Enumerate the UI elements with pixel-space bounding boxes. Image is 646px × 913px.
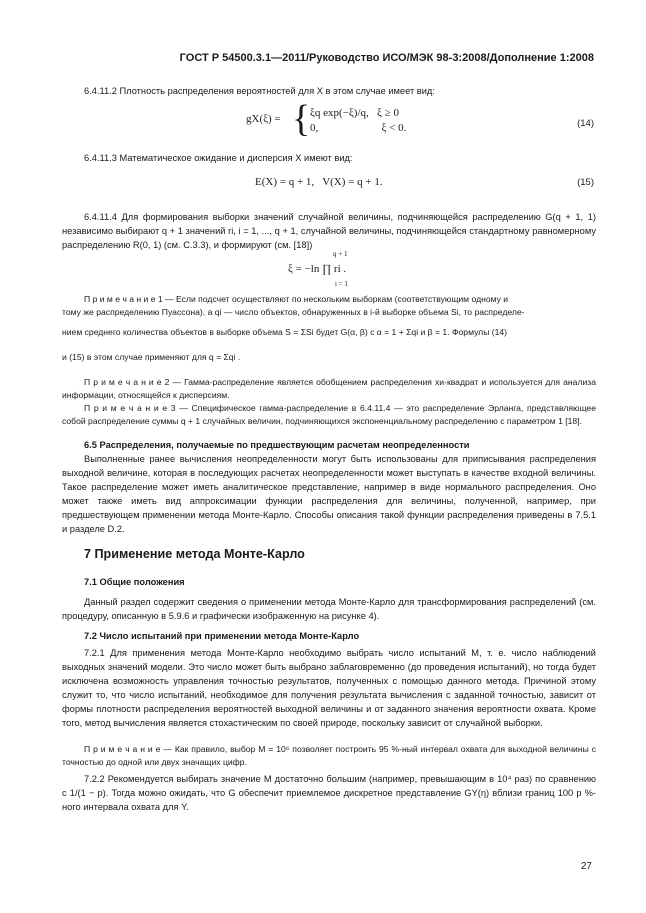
heading-7-1: 7.1 Общие положения (84, 577, 185, 587)
eq15-number: (15) (577, 177, 594, 188)
para-6-4-11-3: 6.4.11.3 Математическое ожидание и дисперсия X имеют вид: (84, 153, 353, 163)
para-7-2-2: 7.2.2 Рекомендуется выбирать значение M достаточно большим (например, превышающим в 10⁴ раз) по сравнению с 1/(1 − p). Тогда можно ожидать, что G обеспечит приемлемое дискретное представление GY(η) вблизи границ 100 p %-ного интервала охвата для Y. (62, 774, 596, 812)
para-7-2-1: 7.2.1 Для применения метода Монте-Карло необходимо выбрать число испытаний M, т. е. число наблюдений выходных значений модели. Это число может быть выбрано заблаговременно (до проведения испытаний), но тогда будет исключена возможность управления точностью результатов, полученных с помощью данного метода. Причиной этому служит то, что число испытаний, необходимое для получения результата вычисления с заданной точностью, зависит от формы плотности распределения вероятностей выходной величины и от заданного значения вероятности охвата. Кроме того, метод вычисления является стохастическим по своей природе, поскольку зависит от случайной выборки. (62, 648, 596, 728)
note-1-line-4: и (15) в этом случае применяют для q = Σqi . (62, 352, 241, 362)
eq14-case1: ξq exp(−ξ)/q, ξ ≥ 0 (310, 107, 399, 119)
eq-prod-bottom: i = 1 (335, 280, 348, 288)
note-2: П р и м е ч а н и е 2 — Гамма-распределение является обобщением распределения хи-квадрат и используется для анализа информации, относящейся к дисперсиям. (62, 377, 596, 400)
eq14-case2: 0, ξ < 0. (310, 122, 407, 134)
eq14-lhs: gX(ξ) = (246, 113, 281, 125)
para-7-1: Данный раздел содержит сведения о применении метода Монте-Карло для трансформирования распределений (см. процедуру, описанную в 5.9.6 и графически изображенную на рисунке 4). (62, 597, 596, 621)
note-7-2: П р и м е ч а н и е — Как правило, выбор M = 10⁶ позволяет построить 95 %-ный интервал охвата для выходной величины с точностью до одной или двух значащих цифр. (62, 744, 596, 767)
eq14-number: (14) (577, 118, 594, 129)
heading-7-2: 7.2 Число испытаний при применении метода Монте-Карло (84, 631, 360, 641)
page-number: 27 (580, 861, 592, 872)
para-6-5: Выполненные ранее вычисления неопределенности могут быть использованы для приписывания распределения выходной величине, которая в последующих расчетах неопределенности может выступать в качестве входной величины. Такое распределение может иметь аналитическое представление, например в виде нормального распределения. Оно может также иметь вид аппроксимации функции распределения для величины, полученной, например, при предшествующем применении метода Монте-Карло. Способы описания такой функции распределения приведены в 7.5.1 и разделе D.2. (62, 454, 596, 534)
eq15: E(X) = q + 1, V(X) = q + 1. (255, 176, 383, 188)
eq-prod-top: q + 1 (333, 250, 348, 258)
running-header: ГОСТ Р 54500.3.1—2011/Руководство ИСО/МЭК 98-3:2008/Дополнение 1:2008 (179, 52, 594, 64)
eq14-brace: { (292, 98, 311, 140)
note-3: П р и м е ч а н и е 3 — Специфическое гамма-распределение в 6.4.11.4 — это распределение Эрланга, представляющее собой распределение суммы q + 1 случайных величин, подчиняющихся экспоненциальному распределению с параметром 1 [18]. (62, 403, 596, 426)
eq-xi: ξ = −ln ∏ ri . (288, 263, 347, 275)
para-6-4-11-4: 6.4.11.4 Для формирования выборки значений случайной величины, подчиняющейся распределению G(q + 1, 1) независимо выбирают q + 1 значений ri, i = 1, ..., q + 1, случайной величины, подчиняющейся стандартному равномерному распределению R(0, 1) (см. С.3.3), и формируют (см. [18]) (62, 212, 596, 250)
heading-7: 7 Применение метода Монте-Карло (84, 547, 305, 561)
heading-6-5: 6.5 Распределения, получаемые по предшествующим расчетам неопределенности (84, 440, 470, 450)
note-1-line-1: П р и м е ч а н и е 1 — Если подсчет осуществляют по нескольким выборкам (соответствующим одному и (84, 294, 509, 304)
note-1-line-3: нием среднего количества объектов в выборке объема S = ΣSi будет G(α, β) с α = 1 + Σqi и β = 1. Формулы (14) (62, 327, 508, 337)
para-6-4-11-2: 6.4.11.2 Плотность распределения вероятностей для X в этом случае имеет вид: (84, 86, 435, 96)
note-1-line-2: тому же распределению Пуассона), а qi — число объектов, обнаруженных в i-й выборке объема Si, то распределе- (62, 307, 525, 317)
